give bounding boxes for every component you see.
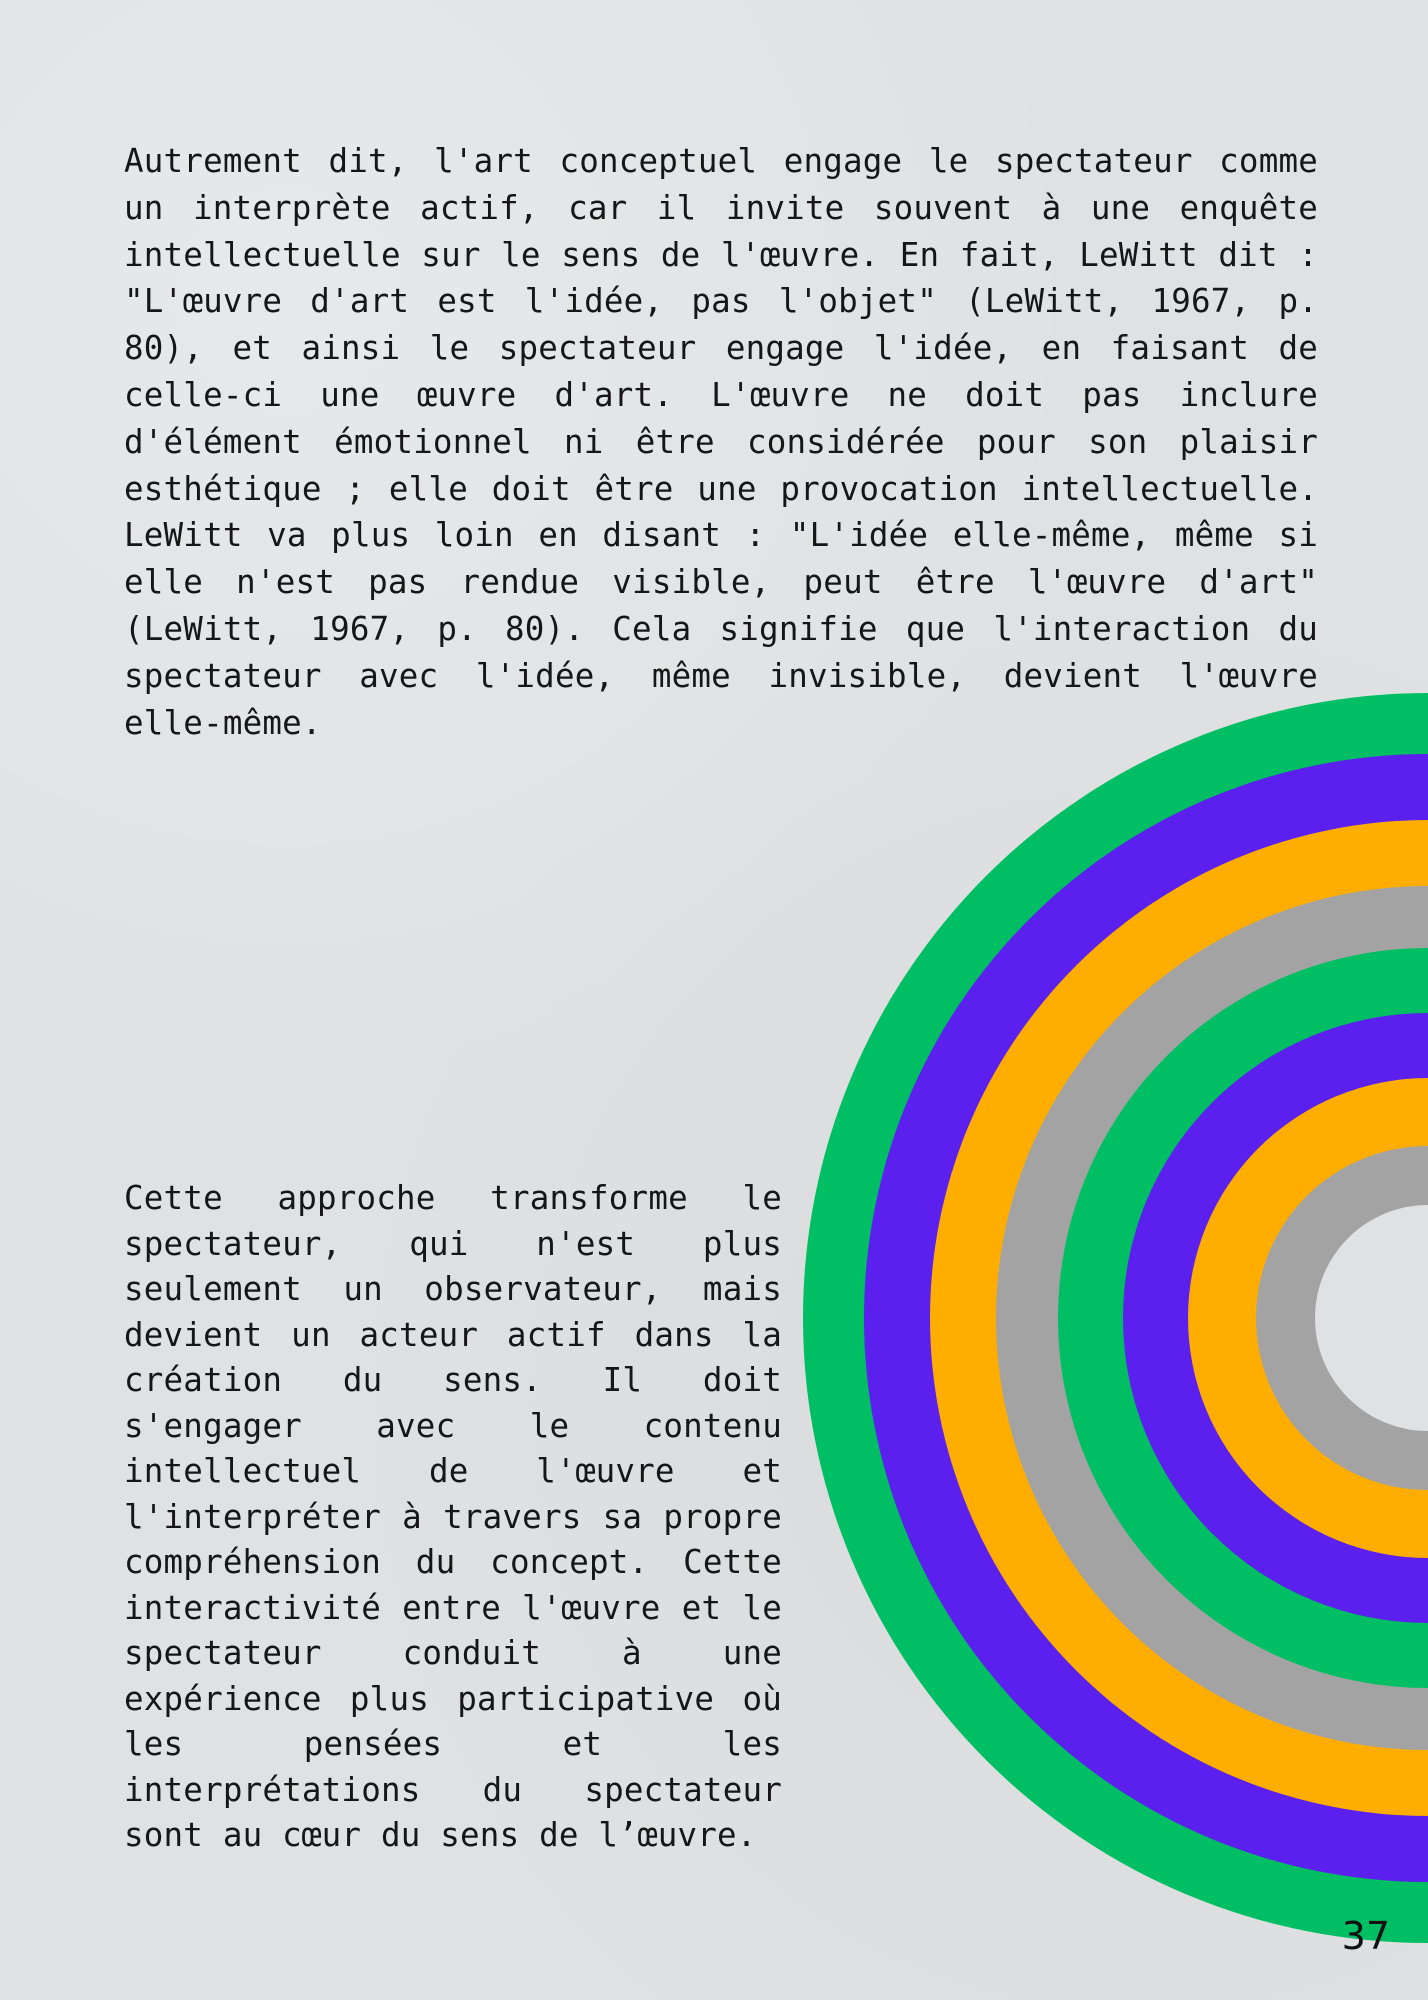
body-paragraph-bottom: Cette approche transforme le spectateur, qui n'est plus seulement un observateur, mais devient un acteur actif dans la création du sens. Il doit s'engager avec le contenu intellectuel de l'œuvre et l'interpréter à travers sa propre compréhension du concept. Cette interactivité entre l'œuvre et le spectateur conduit à une expérience plus participative où les pensées et les interprétations du spectateur sont au cœur du sens de l’œuvre. (124, 1179, 782, 1854)
body-paragraph-top: Autrement dit, l'art conceptuel engage le spectateur comme un interprète actif, car il invite souvent à une enquête intellectuelle sur le sens de l'œuvre. En fait, LeWitt dit : "L'œuvre d'art est l'idée, pas l'objet" (LeWitt, 1967, p. 80), et ainsi le spectateur engage l'idée, en faisant de celle-ci une œuvre d'art. L'œuvre ne doit pas inclure d'élément émotionnel ni être considérée pour son plaisir esthétique ; elle doit être une provocation intellectuelle. LeWitt va plus loin en disant : "L'idée elle-même, même si elle n'est pas rendue visible, peut être l'œuvre d'art" (LeWitt, 1967, p. 80). Cela signifie que l'interaction du spectateur avec l'idée, même invisible, devient l'œuvre elle-même. (124, 142, 1318, 742)
page-number: 37 (1341, 1914, 1390, 1958)
